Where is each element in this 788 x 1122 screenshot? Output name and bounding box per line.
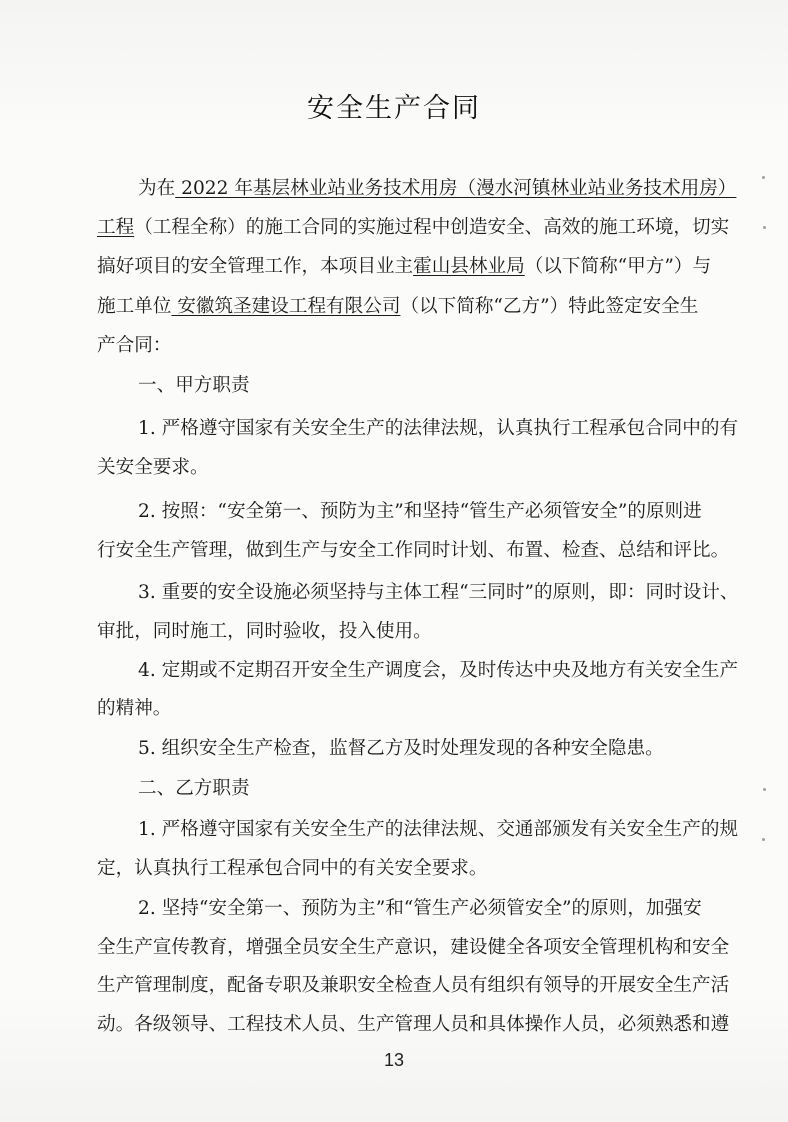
scan-speck [762, 838, 765, 841]
section-heading-1: 一、甲方职责 [138, 375, 250, 396]
s2-item-2-line-1: 2. 坚持“安全第一、预防为主”和“管生产必须管安全”的原则，加强安 [138, 898, 702, 919]
s1-item-1-line-2: 关安全要求。 [97, 457, 209, 478]
s1-item-2-line-2: 行安全生产管理，做到生产与安全工作同时计划、布置、检查、总结和评比。 [97, 540, 730, 561]
s2-item-1-line-1: 1. 严格遵守国家有关安全生产的法律法规、交通部颁发有关安全生产的规 [138, 819, 739, 840]
intro-line-1 [138, 176, 736, 202]
owner-name: 霍山县林业局 [413, 256, 525, 277]
scan-speck [763, 226, 766, 229]
s1-item-3-line-1: 3. 重要的安全设施必须坚持与主体工程“三同时”的原则，即：同时设计、 [138, 582, 739, 603]
page-number: 13 [383, 1050, 405, 1070]
intro-line-2: 工程（工程全称）的施工合同的实施过程中创造安全、高效的施工环境，切实 [97, 217, 730, 238]
scan-speck [763, 788, 766, 791]
s1-item-1-line-1: 1. 严格遵守国家有关安全生产的法律法规，认真执行工程承包合同中的有 [138, 418, 739, 439]
s1-item-4-line-1: 4. 定期或不定期召开安全生产调度会，及时传达中央及地方有关安全生产 [138, 660, 739, 681]
s2-item-2-line-3: 生产管理制度，配备专职及兼职安全检查人员有组织有领导的开展安全生产活 [97, 975, 730, 996]
project-name-end: 工程 [97, 217, 135, 238]
intro-line-3: 搞好项目的安全管理工作，本项目业主霍山县林业局（以下简称“甲方”）与 [97, 256, 712, 277]
intro-line-4: 施工单位 安徽筑圣建设工程有限公司（以下简称“乙方”）特此签定安全生 [97, 296, 699, 317]
s1-item-4-line-2: 的精神。 [97, 698, 172, 719]
intro-line-5: 产合同： [97, 335, 172, 356]
scan-speck [762, 176, 765, 179]
s1-item-3-line-2: 审批，同时施工，同时验收，投入使用。 [97, 621, 432, 642]
s2-item-2-line-2: 全生产宣传教育，增强全员安全生产意识，建设健全各项安全管理机构和安全 [97, 937, 730, 958]
intro-prefix: 为在 [138, 178, 176, 199]
s2-item-2-line-4: 动。各级领导、工程技术人员、生产管理人员和具体操作人员，必须熟悉和遵 [97, 1014, 730, 1035]
project-name: 2022 年基层林业站业务技术用房（漫水河镇林业站业务技术用房） [175, 178, 737, 199]
contractor-name: 安徽筑圣建设工程有限公司 [171, 296, 401, 317]
s1-item-2-line-1: 2. 按照：“安全第一、预防为主”和坚持“管生产必须管安全”的原则进 [138, 501, 702, 522]
document-title: 安全生产合同 [307, 93, 481, 124]
s2-item-1-line-2: 定，认真执行工程承包合同中的有关安全要求。 [97, 858, 488, 879]
section-heading-2: 二、乙方职责 [138, 778, 250, 799]
s1-item-5-line-1: 5. 组织安全生产检查，监督乙方及时处理发现的各种安全隐患。 [138, 738, 664, 759]
